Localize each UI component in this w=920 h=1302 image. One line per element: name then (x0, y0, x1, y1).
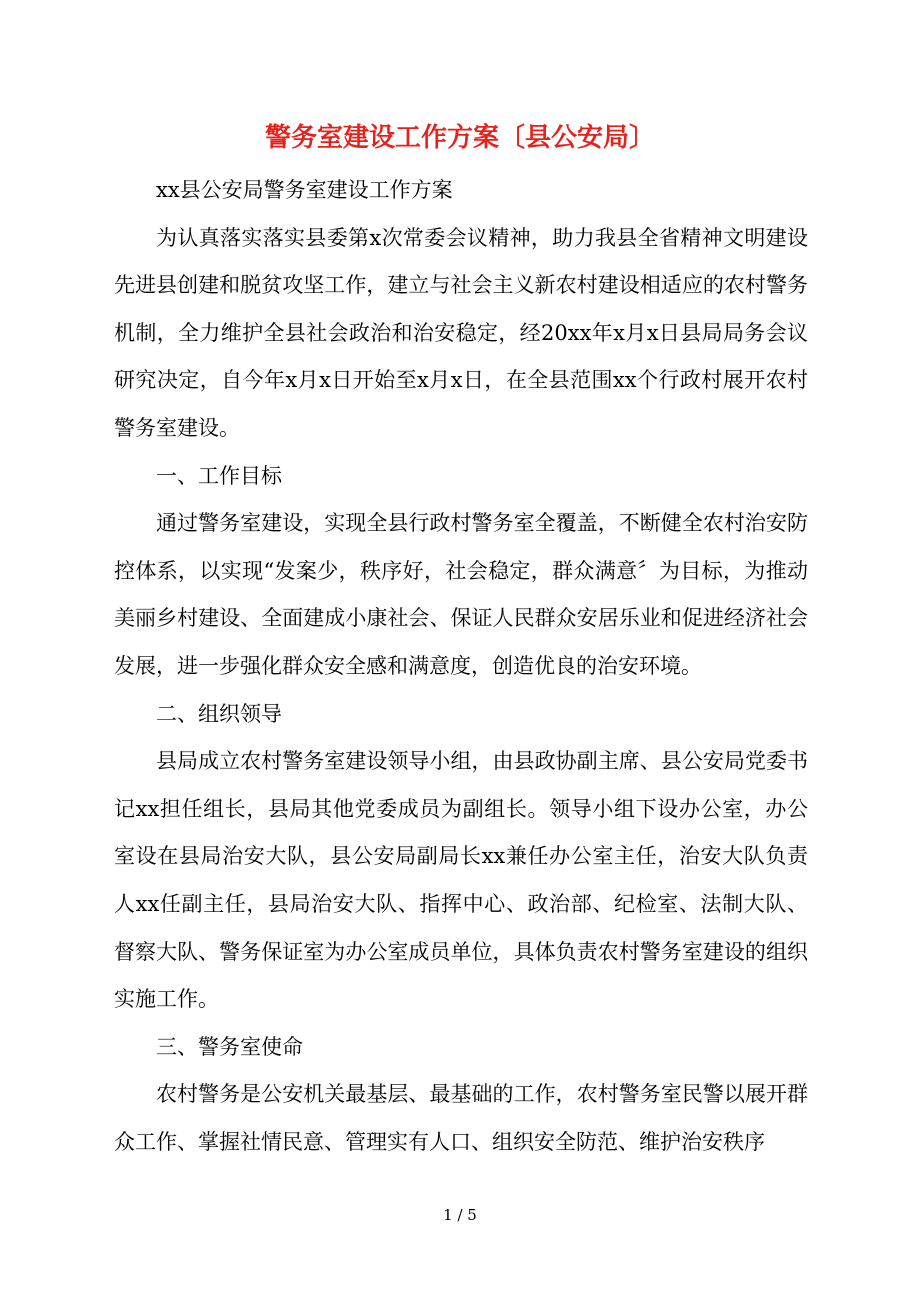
page-separator: / (452, 1206, 468, 1224)
document-subtitle: xx县公安局警务室建设工作方案 (156, 178, 453, 202)
paragraph-intro: 为认真落实落实县委第x次常委会议精神，助力我县全省精神文明建设先进县创建和脱贫攻坚工作，建立与社会主义新农村建设相适应的农村警务机制，全力维护全县社会政治和治安稳定，经20xx年x月x日县局局务会议研究决定，自今年x月x日开始至x月x日，在全县范围xx个行政村展开农村警务室建设。 (114, 225, 808, 440)
page-number (0, 1203, 920, 1227)
section-heading-organization: 二、组织领导 (156, 701, 282, 726)
page-total: 5 (467, 1206, 477, 1224)
paragraph-mission: 农村警务是公安机关最基层、最基础的工作，农村警务室民警以展开群众工作、掌握社情民意、管理实有人口、组织安全防范、维护治安秩序 (114, 1082, 808, 1154)
section-heading-mission: 三、警务室使命 (156, 1034, 303, 1059)
paragraph-organization: 县局成立农村警务室建设领导小组，由县政协副主席、县公安局党委书记xx担任组长，县局其他党委成员为副组长。领导小组下设办公室，办公室设在县局治安大队，县公安局副局长xx兼任办公室主任，治安大队负责人xx任副主任，县局治安大队、指挥中心、政治部、纪检室、法制大队、督察大队、警务保证室为办公室成员单位，具体负责农村警务室建设的组织实施工作。 (114, 749, 808, 1012)
paragraph-goals: 通过警务室建设，实现全县行政村警务室全覆盖，不断健全农村治安防控体系，以实现“发案少，秩序好，社会稳定，群众满意〞为目标，为推动美丽乡村建设、全面建成小康社会、保证人民群众安居乐业和促进经济社会发展，进一步强化群众安全感和满意度，创造优良的治安环境。 (114, 511, 808, 678)
page-current: 1 (443, 1206, 453, 1224)
document-title: 警务室建设工作方案〔县公安局〕 (264, 123, 655, 153)
document-body (114, 167, 808, 1166)
section-heading-goals: 一、工作目标 (156, 463, 282, 488)
